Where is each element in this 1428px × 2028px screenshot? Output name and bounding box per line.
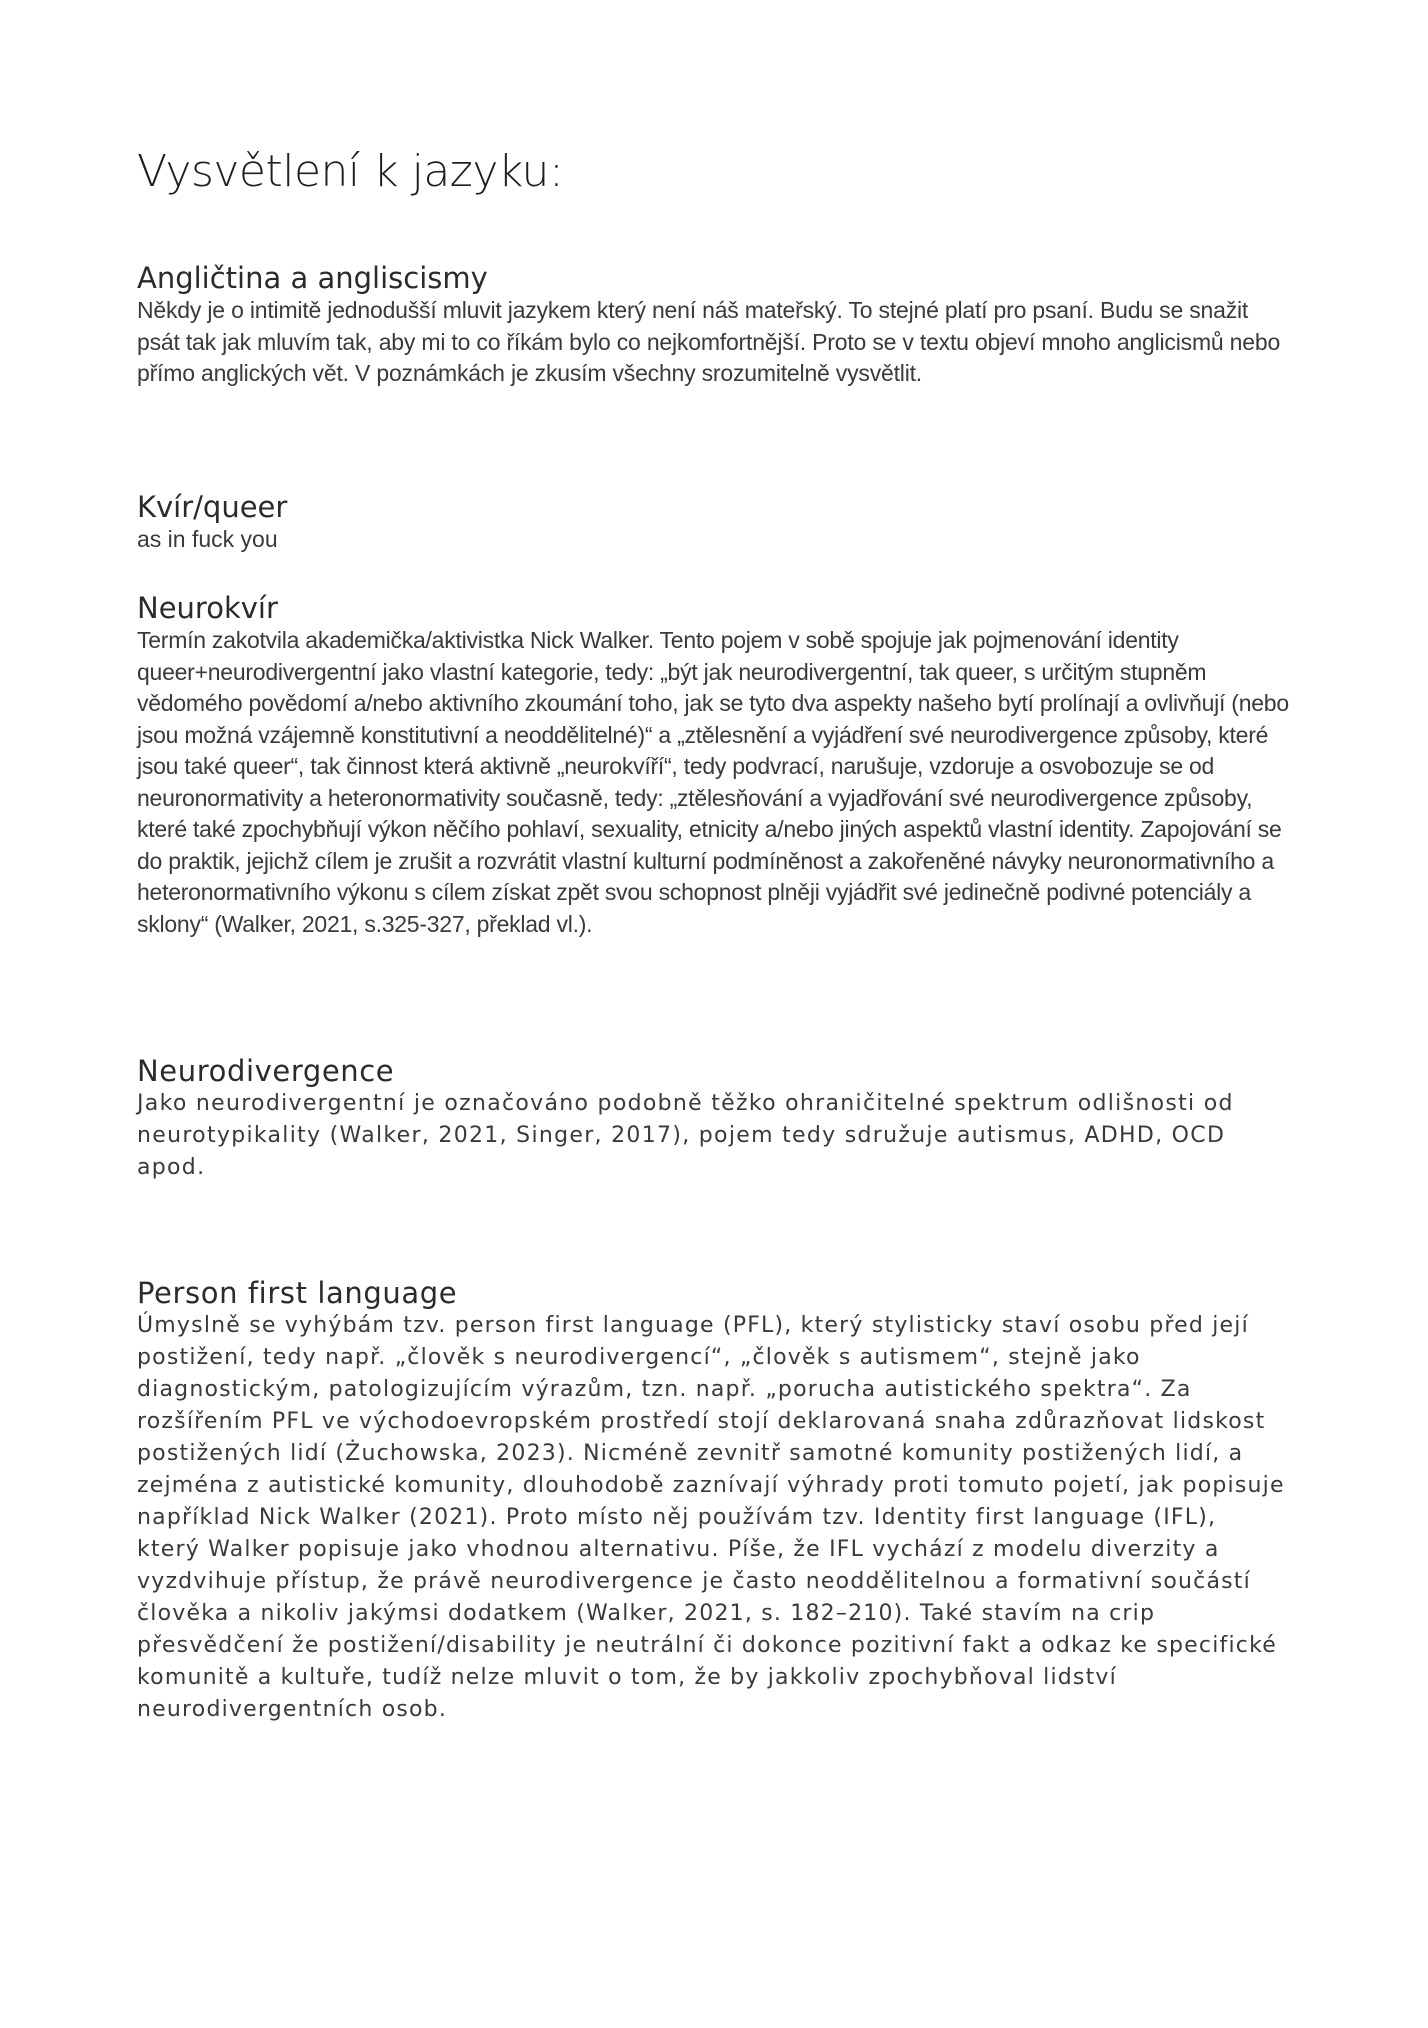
section-heading: Neurodivergence (137, 1054, 395, 1088)
section-body: Jako neurodivergentní je označováno podobně těžko ohraničitelné spektrum odlišnosti od neurotypikality (Walker, 2021, Singer, 2017), pojem tedy sdružuje autismus, ADHD, OCD apod. (137, 1091, 1234, 1180)
section-body: as in fuck you (137, 526, 278, 552)
section-body: Někdy je o intimitě jednodušší mluvit jazykem který není náš mateřský. To stejné platí pro psaní. Budu se snažit psát tak jak mluvím tak, aby mi to co říkám bylo co nejkomfortnější. Proto se v textu objeví mnoho anglicismů nebo přímo anglických vět. V poznámkách je zkusím všechny srozumitelně vysvětlit. (137, 297, 1281, 386)
section-anglictina (137, 261, 1287, 390)
section-neurodivergence (137, 1054, 1287, 1184)
section-heading: Angličtina a angliscismy (137, 261, 488, 295)
section-heading: Kvír/queer (137, 490, 288, 524)
section-neurokvir (137, 591, 1287, 940)
page-title: Vysvětlení k jazyku: (137, 146, 564, 197)
section-kvir-queer (137, 490, 1287, 555)
section-heading: Person first language (137, 1276, 458, 1310)
section-heading: Neurokvír (137, 591, 278, 625)
section-body: Termín zakotvila akademička/aktivistka Nick Walker. Tento pojem v sobě spojuje jak pojmenování identity queer+neurodivergentní jako vlastní kategorie, tedy: „být jak neurodivergentní, tak queer, s určitým stupněm vědomého povědomí a/nebo aktivního zkoumání toho, jak se tyto dva aspekty našeho bytí prolínají a ovlivňují (nebo jsou možná vzájemně konstitutivní a neoddělitelné)“ a „ztělesnění a vyjádření své neurodivergence způsoby, které jsou také queer“, tak činnost která aktivně „neurokvíří“, tedy podvrací, narušuje, vzdoruje a osvobozuje se od neuronormativity a heteronormativity současně, tedy: „ztělesňování a vyjadřování své neurodivergence způsoby, které také zpochybňují výkon něčího pohlaví, sexuality, etnicity a/nebo jiných aspektů vlastní identity. Zapojování se do praktik, jejichž cílem je zrušit a rozvrátit vlastní kulturní podmíněnost a zakořeněné návyky neuronormativního a heteronormativního výkonu s cílem získat zpět svou schopnost plněji vyjádřit své jedinečně podivné potenciály a sklony“ (Walker, 2021, s.325-327, překlad vl.). (137, 627, 1289, 937)
section-body: Úmyslně se vyhýbám tzv. person first language (PFL), který stylisticky staví osobu před její postižení, tedy např. „člověk s neurodivergencí“, „člověk s autismem“, stejně jako diagnostickým, patologizujícím výrazům, tzn. např. „porucha autistického spektra“. Za rozšířením PFL ve východoevropském prostředí stojí deklarovaná snaha zdůrazňovat lidskost postižených lidí (Żuchowska, 2023). Nicméně zevnitř samotné komunity postižených lidí, a zejména z autistické komunity, dlouhodobě zaznívají výhrady proti tomuto pojetí, jak popisuje například Nick Walker (2021). Proto místo něj používám tzv. Identity first language (IFL), který Walker popisuje jako vhodnou alternativu. Píše, že IFL vychází z modelu diverzity a vyzdvihuje přístup, že právě neurodivergence je často neoddělitelnou a formativní součástí člověka a nikoliv jakýmsi dodatkem (Walker, 2021, s. 182–210). Také stavím na crip přesvědčení že postižení/disability je neutrální či dokonce pozitivní fakt a odkaz ke specifické komunitě a kultuře, tudíž nelze mluvit o tom, že by jakkoliv zpochybňoval lidství neurodivergentních osob. (137, 1313, 1285, 1722)
section-person-first-language (137, 1276, 1287, 1726)
